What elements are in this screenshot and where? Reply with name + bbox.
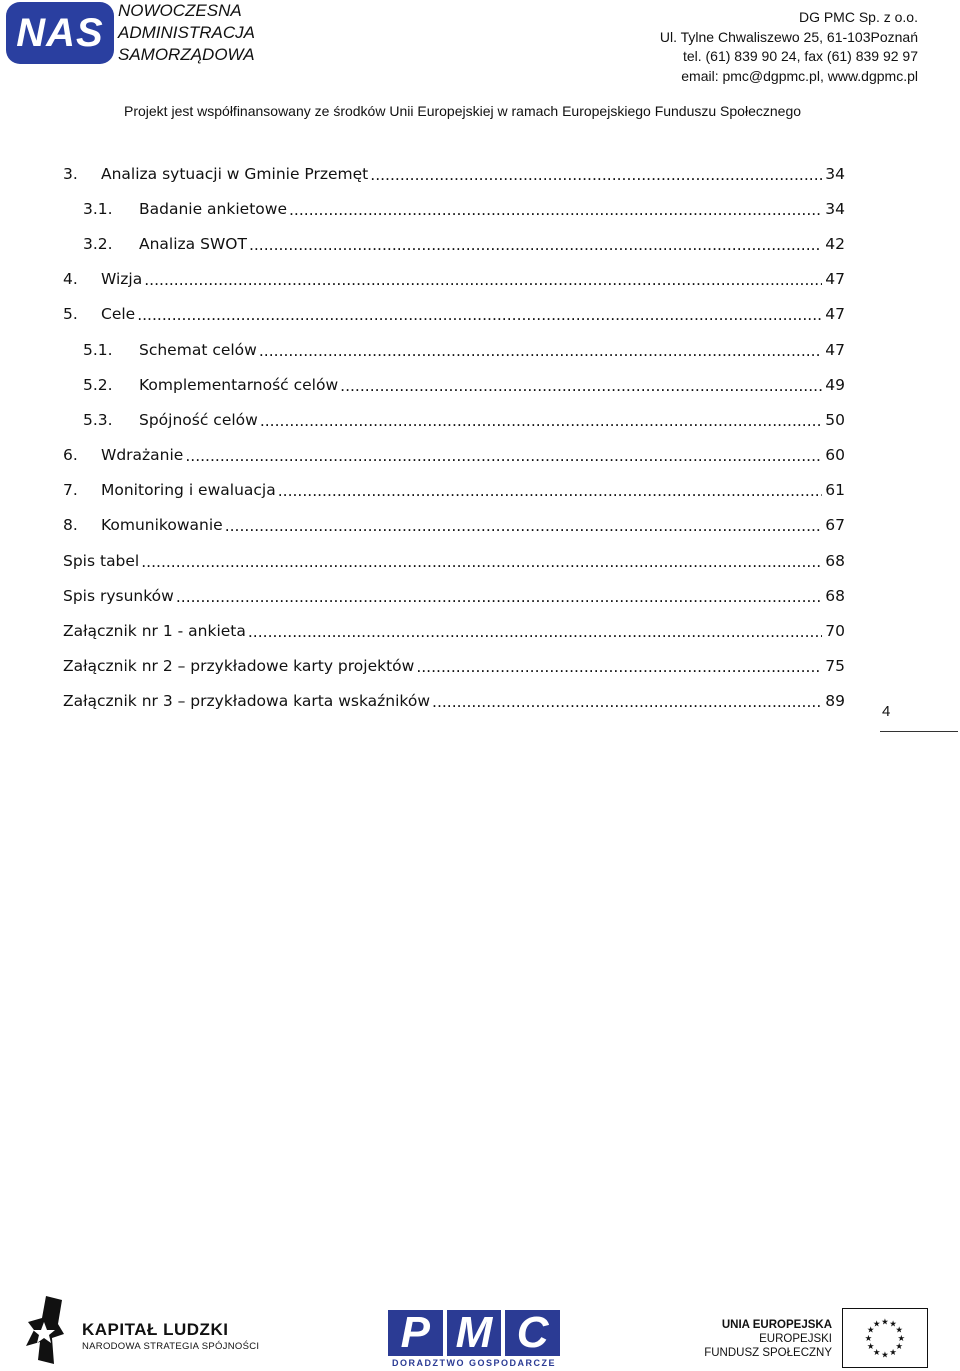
toc-entry-number: 8.	[63, 516, 78, 535]
eu-star-icon: ★	[895, 1341, 904, 1352]
toc-dot-leader	[278, 482, 823, 500]
pmc-letter: M	[447, 1310, 502, 1356]
company-info	[660, 8, 918, 86]
toc-entry[interactable]	[63, 402, 845, 437]
toc-entry-title: Załącznik nr 2 – przykładowe karty projektów	[63, 657, 415, 676]
toc-entry-page: 67	[822, 516, 845, 534]
toc-entry-label	[63, 270, 144, 288]
toc-entry-label	[63, 552, 141, 570]
page-number: 4	[882, 703, 891, 720]
toc-entry-number: 3.2.	[83, 234, 113, 253]
toc-dot-leader	[259, 342, 822, 360]
kapital-ludzki-subtitle: NARODOWA STRATEGIA SPÓJNOŚCI	[82, 1341, 260, 1352]
toc-entry-number: 6.	[63, 446, 78, 465]
toc-entry[interactable]	[63, 684, 845, 719]
toc-entry-page: 60	[822, 446, 845, 464]
toc-entry-title: Wizja	[101, 270, 143, 289]
toc-entry-title: Spis rysunków	[63, 586, 174, 605]
toc-entry[interactable]	[63, 508, 845, 543]
toc-entry-number: 4.	[63, 270, 78, 289]
toc-entry-label	[83, 235, 249, 253]
kapital-ludzki-logo-icon	[24, 1294, 64, 1366]
page-number-rule	[880, 731, 958, 732]
project-cofunding-note: Projekt jest współfinansowany ze środków Unii Europejskiej w ramach Europejskiego Funduszu Społecznego	[124, 103, 802, 119]
toc-entry-page: 42	[822, 235, 845, 253]
toc-entry-number: 7.	[63, 481, 78, 500]
toc-entry[interactable]	[63, 367, 845, 402]
toc-dot-leader	[225, 517, 823, 535]
toc-entry-title: Komplementarność celów	[139, 375, 339, 394]
eu-flag-icon	[842, 1308, 928, 1368]
page-footer	[0, 1290, 960, 1371]
toc-entry-page: 47	[822, 305, 845, 323]
toc-entry-label	[63, 516, 225, 534]
pmc-letter: C	[505, 1310, 560, 1356]
toc-dot-leader	[416, 658, 822, 676]
toc-entry-number: 5.3.	[83, 410, 113, 429]
toc-entry-page: 47	[822, 270, 845, 288]
eu-star-icon: ★	[895, 1324, 904, 1335]
toc-dot-leader	[289, 201, 822, 219]
toc-dot-leader	[370, 166, 822, 184]
toc-entry[interactable]	[63, 473, 845, 508]
toc-entry-title: Analiza SWOT	[139, 234, 247, 253]
toc-entry[interactable]	[63, 649, 845, 684]
toc-entry[interactable]	[63, 297, 845, 332]
eu-logo-text	[704, 1318, 832, 1360]
toc-entry-title: Cele	[101, 305, 136, 324]
toc-entry-title: Spójność celów	[139, 410, 258, 429]
toc-entry-page: 75	[822, 657, 845, 675]
toc-entry-number: 3.1.	[83, 199, 113, 218]
toc-entry-number: 5.	[63, 305, 78, 324]
toc-entry-title: Monitoring i ewaluacja	[101, 481, 276, 500]
eu-star-icon: ★	[881, 1349, 889, 1360]
nas-logo-text	[118, 0, 255, 66]
toc-dot-leader	[144, 271, 822, 289]
nas-logo-line: NOWOCZESNA	[118, 1, 242, 20]
company-name: DG PMC Sp. z o.o.	[798, 9, 918, 25]
eu-star-icon: ★	[872, 1318, 881, 1329]
toc-entry-number: 5.1.	[83, 340, 113, 359]
toc-entry-page: 61	[822, 481, 845, 499]
toc-entry-label	[63, 481, 278, 499]
eu-star-icon: ★	[872, 1347, 881, 1358]
toc-entry-number: 5.2.	[83, 375, 113, 394]
toc-dot-leader	[340, 377, 822, 395]
pmc-logo	[388, 1310, 560, 1370]
toc-entry-title: Analiza sytuacji w Gminie Przemęt	[101, 164, 369, 183]
toc-entry-page: 49	[822, 376, 845, 394]
toc-dot-leader	[260, 412, 822, 430]
eu-star-icon: ★	[881, 1316, 889, 1327]
toc-entry-label	[63, 587, 176, 605]
toc-dot-leader	[141, 553, 822, 571]
toc-entry-title: Komunikowanie	[101, 516, 223, 535]
toc-entry[interactable]	[63, 191, 845, 226]
eu-star-icon: ★	[889, 1318, 898, 1329]
toc-entry-label	[83, 411, 260, 429]
toc-entry-page: 89	[822, 692, 845, 710]
toc-entry-page: 70	[822, 622, 845, 640]
toc-entry-label	[63, 165, 370, 183]
toc-entry-page: 34	[822, 200, 845, 218]
toc-entry-title: Spis tabel	[63, 551, 140, 570]
company-phone: tel. (61) 839 90 24, fax (61) 839 92 97	[682, 48, 918, 64]
toc-dot-leader	[249, 236, 822, 254]
toc-entry-page: 50	[822, 411, 845, 429]
toc-entry-title: Załącznik nr 1 - ankieta	[63, 622, 246, 641]
toc-entry[interactable]	[63, 226, 845, 261]
toc-entry-number: 3.	[63, 164, 78, 183]
toc-entry-title: Wdrażanie	[101, 446, 184, 465]
nas-logo-line: SAMORZĄDOWA	[118, 45, 255, 64]
toc-entry-title: Schemat celów	[139, 340, 257, 359]
toc-dot-leader	[185, 447, 822, 465]
toc-entry-page: 68	[822, 587, 845, 605]
toc-dot-leader	[176, 588, 822, 606]
toc-entry-label	[63, 692, 432, 710]
toc-entry-label	[63, 305, 137, 323]
eu-star-icon: ★	[889, 1347, 898, 1358]
toc-entry[interactable]	[63, 578, 845, 613]
eu-line: UNIA EUROPEJSKA	[721, 1319, 832, 1331]
kapital-ludzki-logo	[82, 1320, 259, 1352]
toc-entry-label	[83, 341, 259, 359]
page-header	[0, 0, 960, 130]
pmc-subtitle: DORADZTWO GOSPODARCZE	[392, 1358, 556, 1368]
toc-entry-title: Załącznik nr 3 – przykładowa karta wskaźników	[63, 692, 431, 711]
company-address: Ul. Tylne Chwaliszewo 25, 61-103Poznań	[659, 28, 918, 45]
kapital-ludzki-title: KAPITAŁ LUDZKI	[82, 1320, 229, 1339]
toc-entry-page: 34	[822, 165, 845, 183]
toc-entry[interactable]	[63, 332, 845, 367]
pmc-logo-letters	[388, 1310, 560, 1356]
toc-entry[interactable]	[63, 156, 845, 191]
toc-dot-leader	[137, 306, 822, 324]
nas-logo	[6, 0, 266, 70]
toc-entry-page: 68	[822, 552, 845, 570]
toc-dot-leader	[248, 623, 822, 641]
eu-star-icon: ★	[866, 1324, 875, 1335]
table-of-contents	[63, 156, 845, 719]
toc-dot-leader	[432, 693, 822, 711]
pmc-letter: P	[388, 1310, 443, 1356]
toc-entry-title: Badanie ankietowe	[139, 199, 287, 218]
toc-entry[interactable]	[63, 262, 845, 297]
eu-line: FUNDUSZ SPOŁECZNY	[704, 1347, 832, 1359]
toc-entry-page: 47	[822, 341, 845, 359]
toc-entry[interactable]	[63, 613, 845, 648]
toc-entry[interactable]	[63, 438, 845, 473]
eu-star-icon: ★	[866, 1341, 875, 1352]
eu-line: EUROPEJSKI	[759, 1333, 832, 1345]
nas-logo-line: ADMINISTRACJA	[118, 23, 255, 42]
toc-entry-label	[63, 657, 416, 675]
company-email: email: pmc@dgpmc.pl, www.dgpmc.pl	[681, 67, 918, 84]
eu-star-icon: ★	[864, 1332, 873, 1343]
toc-entry-label	[63, 622, 248, 640]
eu-star-icon: ★	[897, 1332, 906, 1343]
toc-entry[interactable]	[63, 543, 845, 578]
toc-entry-label	[63, 446, 185, 464]
toc-entry-label	[83, 376, 340, 394]
toc-entry-label	[83, 200, 289, 218]
nas-logo-mark: NAS	[6, 2, 114, 64]
